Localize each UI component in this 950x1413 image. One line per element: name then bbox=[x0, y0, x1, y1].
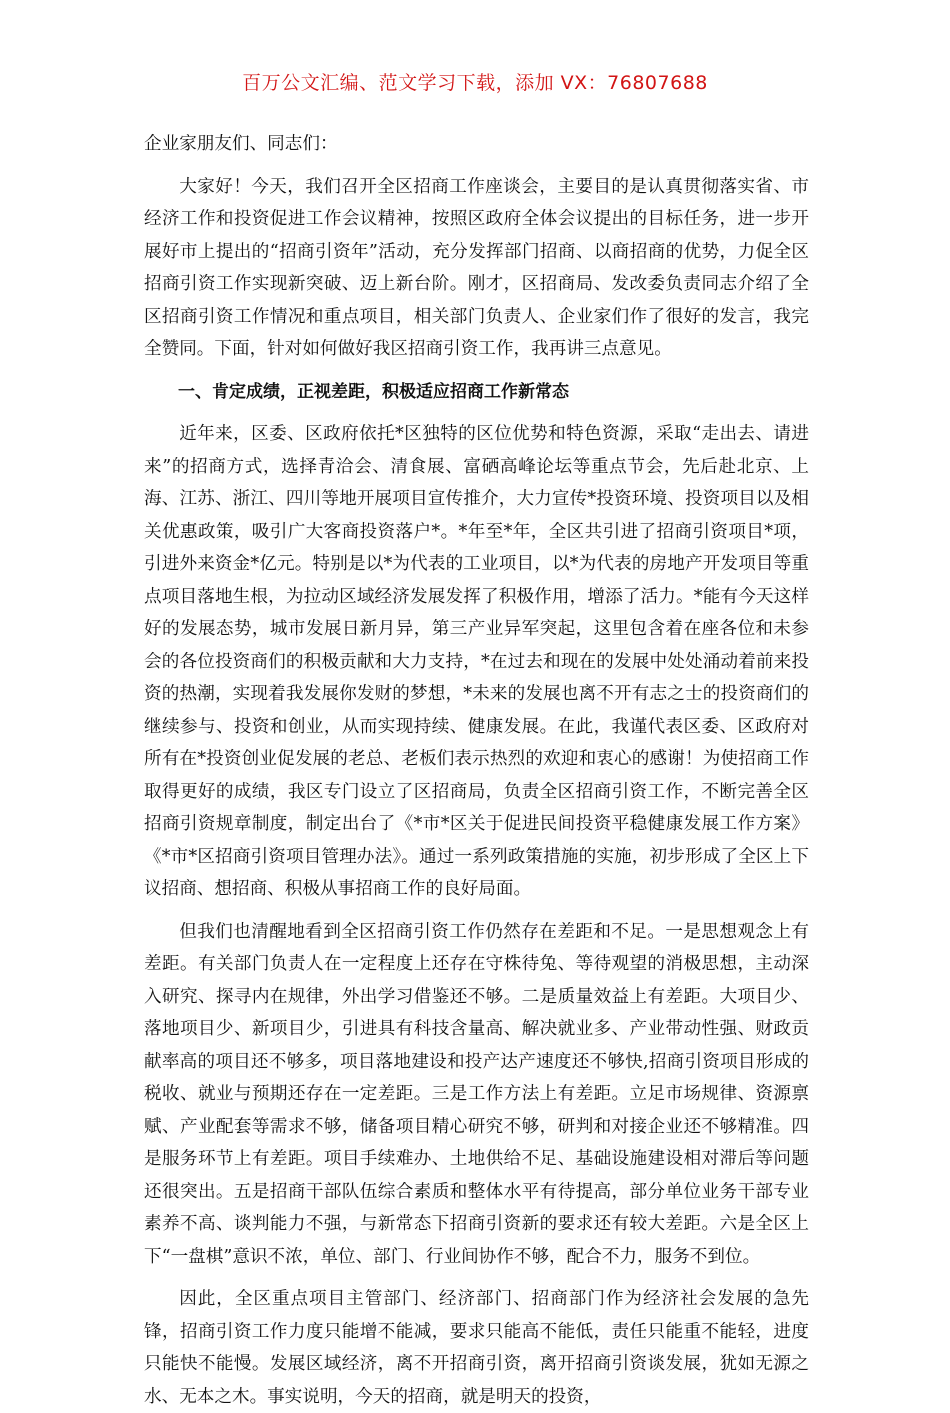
paragraph-achievements: 近年来，区委、区政府依托*区独特的区位优势和特色资源，采取“走出去、请进来”的招商方式，选择青洽会、清食展、富硒高峰论坛等重点节会，先后赴北京、上海、江苏、浙江、四川等地开展项目宣传推介，大力宣传*投资环境、投资项目以及相关优惠政策，吸引广大客商投资落户*。*年至*年，全区共引进了招商引资项目*项，引进外来资金*亿元。特别是以*为代表的工业项目，以*为代表的房地产开发项目等重点项目落地生根，为拉动区域经济发展发挥了积极作用，增添了活力。*能有今天这样好的发展态势，城市发展日新月异，第三产业异军突起，这里包含着在座各位和未参会的各位投资商们的积极贡献和大力支持，*在过去和现在的发展中处处涌动着前来投资的热潮，实现着我发展你发财的梦想，*未来的发展也离不开有志之士的投资商们的继续参与、投资和创业，从而实现持续、健康发展。在此，我谨代表区委、区政府对所有在*投资创业促发展的老总、老板们表示热烈的欢迎和衷心的感谢！为使招商工作取得更好的成绩，我区专门设立了区招商局，负责全区招商引资工作，不断完善全区招商引资规章制度，制定出台了《*市*区关于促进民间投资平稳健康发展工作方案》《*市*区招商引资项目管理办法》。通过一系列政策措施的实施，初步形成了全区上下议招商、想招商、积极从事招商工作的良好局面。 bbox=[144, 424, 809, 899]
document-body bbox=[144, 128, 809, 1413]
paragraph-gaps: 但我们也清醒地看到全区招商引资工作仍然存在差距和不足。一是思想观念上有差距。有关部门负责人在一定程度上还存在守株待兔、等待观望的消极思想，主动深入研究、探寻内在规律，外出学习借鉴还不够。二是质量效益上有差距。大项目少、落地项目少、新项目少，引进具有科技含量高、解决就业多、产业带动性强、财政贡献率高的项目还不够多，项目落地建设和投产达产速度还不够快,招商引资项目形成的税收、就业与预期还存在一定差距。三是工作方法上有差距。立足市场规律、资源禀赋、产业配套等需求不够，储备项目精心研究不够，研判和对接企业还不够精准。四是服务环节上有差距。项目手续难办、土地供给不足、基础设施建设相对滞后等问题还很突出。五是招商干部队伍综合素质和整体水平有待提高，部分单位业务干部专业素养不高、谈判能力不强，与新常态下招商引资新的要求还有较大差距。六是全区上下“一盘棋”意识不浓，单位、部门、行业间协作不够，配合不力，服务不到位。 bbox=[144, 921, 809, 1267]
paragraph-conclusion: 因此，全区重点项目主管部门、经济部门、招商部门作为经济社会发展的急先锋，招商引资工作力度只能增不能减，要求只能高不能低，责任只能重不能轻，进度只能快不能慢。发展区域经济，离不开招商引资，离开招商引资谈发展，犹如无源之水、无本之木。事实说明，今天的招商，就是明天的投资， bbox=[144, 1289, 809, 1407]
section-heading: 一、肯定成绩，正视差距，积极适应招商工作新常态 bbox=[178, 381, 569, 402]
salutation: 企业家朋友们、同志们： bbox=[144, 134, 338, 154]
watermark-banner: 百万公文汇编、范文学习下载，添加 VX：76807688 bbox=[242, 72, 708, 94]
intro-paragraph: 大家好！今天，我们召开全区招商工作座谈会，主要目的是认真贯彻落实省、市经济工作和投资促进工作会议精神，按照区政府全体会议提出的目标任务，进一步开展好市上提出的“招商引资年”活动，充分发挥部门招商、以商招商的优势，力促全区招商引资工作实现新突破、迈上新台阶。刚才，区招商局、发改委负责同志介绍了全区招商引资工作情况和重点项目，相关部门负责人、企业家们作了很好的发言，我完全赞同。下面，针对如何做好我区招商引资工作，我再讲三点意见。 bbox=[144, 176, 809, 359]
